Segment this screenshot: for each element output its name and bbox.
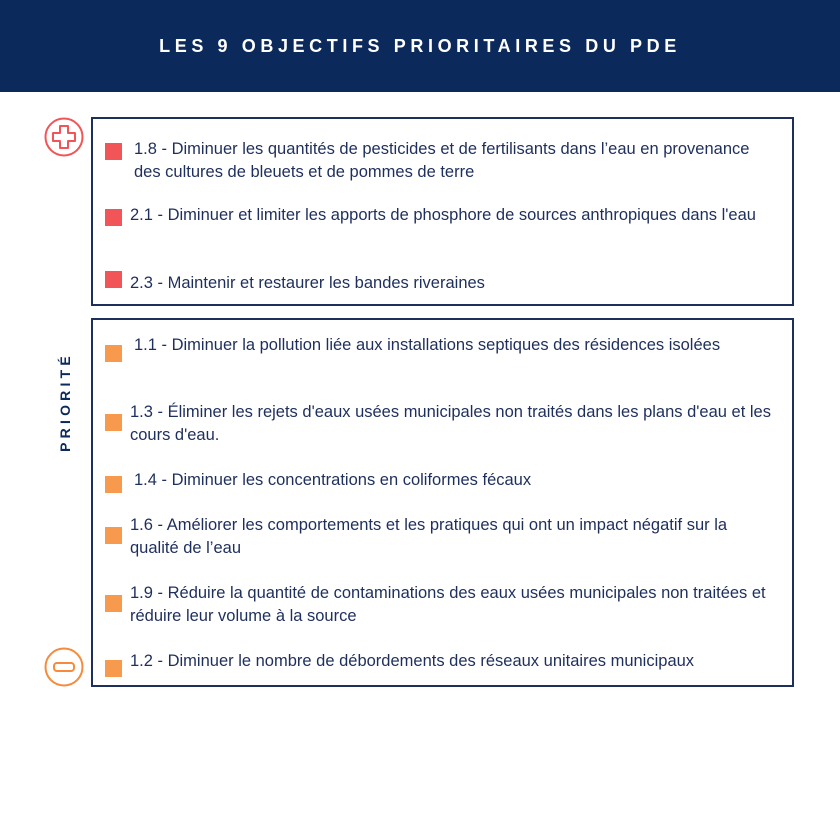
orange-square-icon — [105, 660, 122, 677]
list-item-text: 1.9 - Réduire la quantité de contaminations des eaux usées municipales non traitées et réduire leur volume à la source — [130, 584, 766, 625]
plus-circle-icon — [43, 116, 85, 158]
list-item-text: 2.1 - Diminuer et limiter les apports de phosphore de sources anthropiques dans l'eau — [130, 206, 756, 224]
minus-circle-icon — [43, 646, 85, 688]
red-square-icon — [105, 271, 122, 288]
list-item-text: 1.3 - Éliminer les rejets d'eaux usées municipales non traités dans les plans d'eau et les cours d'eau. — [130, 403, 771, 444]
header-banner — [0, 0, 840, 92]
orange-square-icon — [105, 527, 122, 544]
orange-square-icon — [105, 476, 122, 493]
page-title: LES 9 OBJECTIFS PRIORITAIRES DU PDE — [159, 35, 681, 56]
red-square-icon — [105, 209, 122, 226]
list-item-text: 1.1 - Diminuer la pollution liée aux installations septiques des résidences isolées — [134, 336, 721, 354]
orange-square-icon — [105, 595, 122, 612]
red-square-icon — [105, 143, 122, 160]
medium-priority-box — [91, 318, 794, 687]
high-priority-box — [91, 117, 794, 306]
priority-axis-label: PRIORITÉ — [57, 352, 73, 452]
list-item-text: 1.8 - Diminuer les quantités de pesticides et de fertilisants dans l’eau en provenance des cultures de bleuets et de pommes de terre — [134, 140, 750, 181]
list-item-text: 1.6 - Améliorer les comportements et les pratiques qui ont un impact négatif sur la qualité de l’eau — [130, 516, 728, 557]
list-item-text: 1.2 - Diminuer le nombre de débordements des réseaux unitaires municipaux — [130, 652, 695, 670]
list-item-text: 1.4 - Diminuer les concentrations en coliformes fécaux — [134, 471, 532, 489]
orange-square-icon — [105, 345, 122, 362]
list-item-text: 2.3 - Maintenir et restaurer les bandes riveraines — [130, 274, 485, 292]
orange-square-icon — [105, 414, 122, 431]
